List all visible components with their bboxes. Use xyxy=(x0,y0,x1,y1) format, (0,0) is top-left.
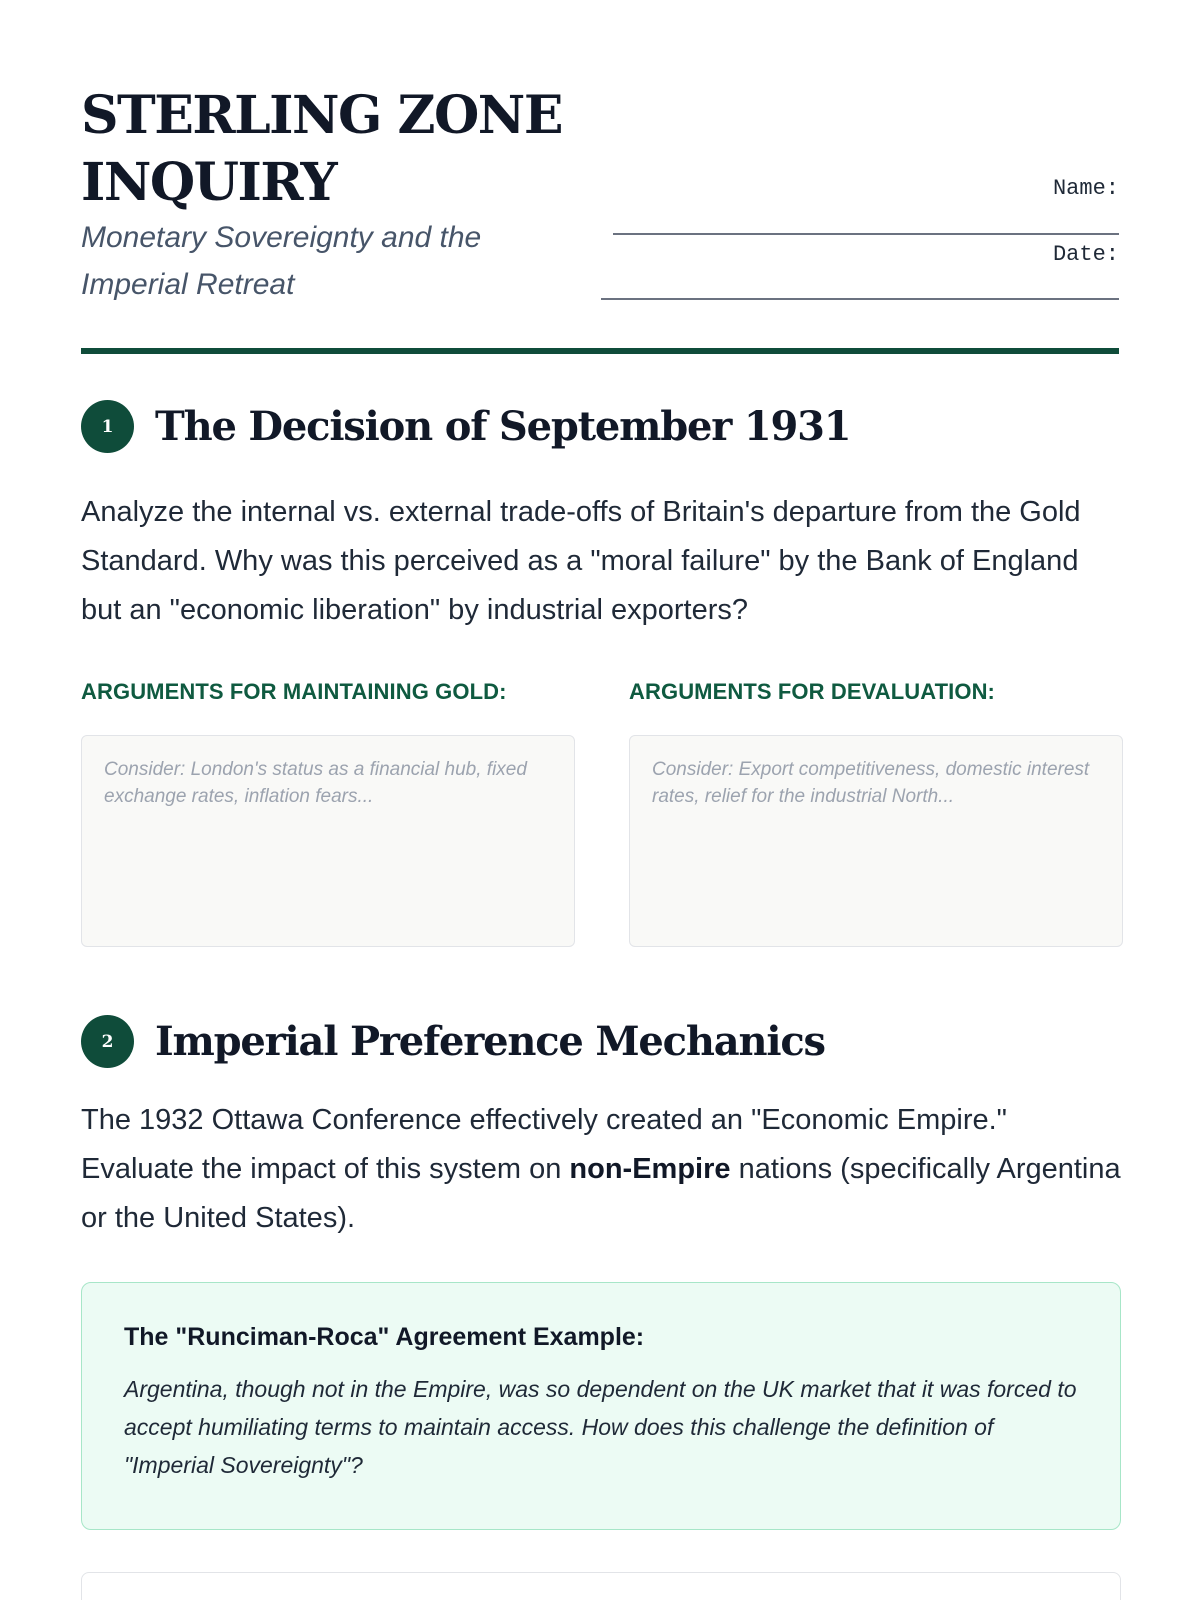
section-2-title: Imperial Preference Mechanics xyxy=(155,1018,825,1065)
section-1-number-badge: 1 xyxy=(81,400,134,453)
header-divider xyxy=(81,348,1119,354)
section-2-prompt-emphasis: non-Empire xyxy=(569,1153,731,1185)
page-title: STERLING ZONE INQUIRY xyxy=(81,85,562,213)
section-2-prompt xyxy=(81,1096,1121,1243)
devaluation-label: ARGUMENTS FOR DEVALUATION: xyxy=(629,679,995,704)
name-label: Name: xyxy=(1052,176,1119,201)
section-1-title: The Decision of September 1931 xyxy=(155,403,851,450)
section-2-answer-box[interactable] xyxy=(81,1572,1121,1600)
maintain-gold-textarea[interactable] xyxy=(104,756,552,926)
section-2-header xyxy=(81,1015,825,1068)
date-label: Date: xyxy=(1052,242,1119,267)
section-2-prompt-part1: The 1932 Ottawa Conference effectively created an "Economic Empire." Evaluate the impact of this system on xyxy=(81,1104,1007,1185)
section-1-header xyxy=(81,400,850,453)
section-2-number-badge: 2 xyxy=(81,1015,134,1068)
devaluation-textarea[interactable] xyxy=(652,756,1100,926)
page-subtitle: Monetary Sovereignty and the Imperial Retreat xyxy=(81,221,482,301)
maintain-gold-label: ARGUMENTS FOR MAINTAINING GOLD: xyxy=(81,679,507,704)
callout-body: Argentina, though not in the Empire, was so dependent on the UK market that it was forced to accept humiliating terms to maintain access. How does this challenge the definition of "Imperial Sovereignty"? xyxy=(124,1376,1077,1478)
devaluation-answer-box xyxy=(629,735,1123,947)
date-field[interactable] xyxy=(601,298,1119,300)
name-field[interactable] xyxy=(613,233,1119,235)
example-callout xyxy=(81,1282,1121,1530)
maintain-gold-answer-box xyxy=(81,735,575,947)
section-1-prompt: Analyze the internal vs. external trade-offs of Britain's departure from the Gold Standard. Why was this perceived as a "moral failure" by the Bank of England but an "economic liberation" by industrial exporters? xyxy=(81,496,1081,626)
section-2-prompt-part2: nations (specifically Argentina or the United States). xyxy=(81,1153,1121,1234)
callout-title: The "Runciman-Roca" Agreement Example: xyxy=(124,1323,645,1351)
worksheet-header xyxy=(81,0,1119,355)
